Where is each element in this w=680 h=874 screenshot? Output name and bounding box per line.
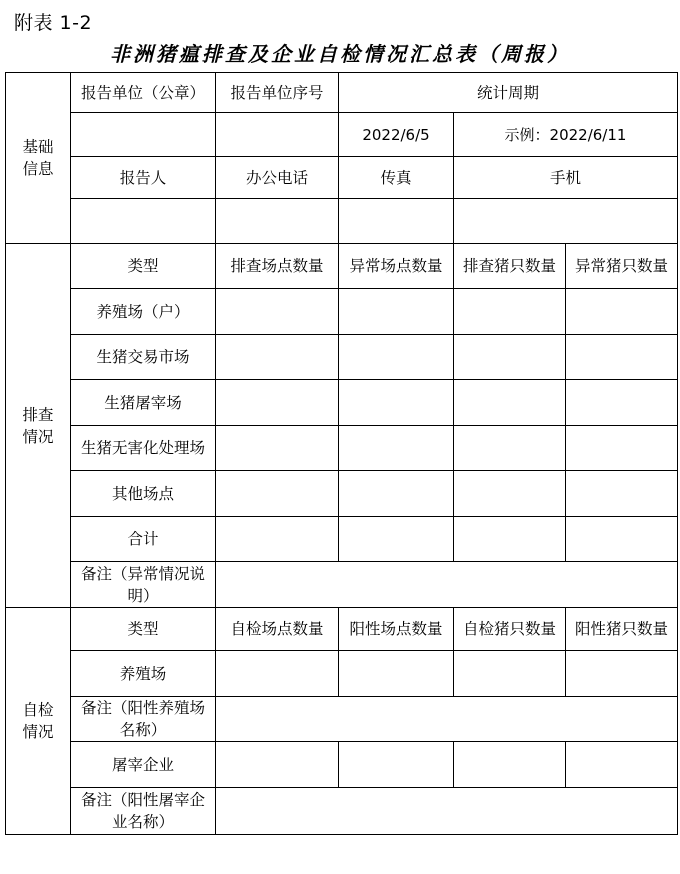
table-cell[interactable]: [339, 426, 454, 471]
table-cell[interactable]: [216, 289, 339, 335]
header-pigs-checked: 排查猪只数量: [454, 244, 566, 289]
selfcheck-farm-remark-row: [6, 697, 678, 742]
appendix-label: 附表 1-2: [14, 12, 93, 34]
table-cell[interactable]: [216, 651, 339, 697]
header-reporter: 报告人: [71, 157, 216, 199]
table-cell[interactable]: [454, 517, 566, 562]
table-cell[interactable]: [566, 742, 678, 788]
table-cell[interactable]: [339, 380, 454, 426]
screening-row-market: [6, 335, 678, 380]
header-sites-tested: 自检场点数量: [216, 608, 339, 651]
selfcheck-row-slaughter: [6, 742, 678, 788]
cell-unit-number[interactable]: [216, 113, 339, 157]
remark-cell[interactable]: [216, 788, 678, 835]
table-cell[interactable]: [566, 335, 678, 380]
table-cell[interactable]: [566, 289, 678, 335]
header-positive-pigs: 阳性猪只数量: [566, 608, 678, 651]
table-cell[interactable]: [339, 289, 454, 335]
cell-mobile[interactable]: [454, 199, 678, 244]
cell-office-phone[interactable]: [216, 199, 339, 244]
header-abnormal-pigs: 异常猪只数量: [566, 244, 678, 289]
table-cell[interactable]: [339, 517, 454, 562]
row-label: 合计: [71, 517, 216, 562]
remark-cell[interactable]: [216, 697, 678, 742]
contact-value-row: [6, 199, 678, 244]
table-cell[interactable]: [454, 471, 566, 517]
screening-row-farm: [6, 289, 678, 335]
header-unit-number: 报告单位序号: [216, 73, 339, 113]
header-office-phone: 办公电话: [216, 157, 339, 199]
header-mobile: 手机: [454, 157, 678, 199]
screening-row-total: [6, 517, 678, 562]
table-cell[interactable]: [566, 651, 678, 697]
table-cell[interactable]: [454, 335, 566, 380]
table-cell[interactable]: [339, 742, 454, 788]
table-cell[interactable]: [216, 517, 339, 562]
row-label: 生猪交易市场: [71, 335, 216, 380]
section-label-screening: 排查 情况: [6, 244, 71, 608]
table-cell[interactable]: [216, 742, 339, 788]
contact-header-row: [6, 157, 678, 199]
selfcheck-header-row: [6, 608, 678, 651]
table-cell[interactable]: [216, 471, 339, 517]
remark-cell[interactable]: [216, 562, 678, 608]
screening-remark-row: [6, 562, 678, 608]
cell-period-example[interactable]: 示例：2022/6/11: [454, 113, 678, 157]
page-title: 非洲猪瘟排查及企业自检情况汇总表（周报）: [110, 42, 570, 66]
table-cell[interactable]: [454, 651, 566, 697]
row-label: 备注（阳性养殖场名称）: [71, 697, 216, 742]
section-label-selfcheck: 自检 情况: [6, 608, 71, 835]
report-form-table: [5, 72, 678, 835]
header-positive-sites: 阳性场点数量: [339, 608, 454, 651]
header-report-unit: 报告单位（公章）: [71, 73, 216, 113]
row-label: 生猪屠宰场: [71, 380, 216, 426]
table-cell[interactable]: [566, 471, 678, 517]
table-cell[interactable]: [216, 335, 339, 380]
table-cell[interactable]: [454, 742, 566, 788]
row-label: 屠宰企业: [71, 742, 216, 788]
selfcheck-slaughter-remark-row: [6, 788, 678, 835]
selfcheck-row-farm: [6, 651, 678, 697]
table-cell[interactable]: [454, 426, 566, 471]
row-label: 备注（异常情况说明）: [71, 562, 216, 608]
row-label: 备注（阳性屠宰企业名称）: [71, 788, 216, 835]
row-label: 其他场点: [71, 471, 216, 517]
header-pigs-tested: 自检猪只数量: [454, 608, 566, 651]
cell-reporter[interactable]: [71, 199, 216, 244]
screening-row-other: [6, 471, 678, 517]
table-cell[interactable]: [339, 651, 454, 697]
table-cell[interactable]: [454, 289, 566, 335]
basic-value-row: [6, 113, 678, 157]
table-cell[interactable]: [339, 335, 454, 380]
header-sites-checked: 排查场点数量: [216, 244, 339, 289]
basic-header-row: [6, 73, 678, 113]
header-screening-type: 类型: [71, 244, 216, 289]
table-cell[interactable]: [566, 426, 678, 471]
row-label: 养殖场: [71, 651, 216, 697]
table-cell[interactable]: [216, 426, 339, 471]
screening-header-row: [6, 244, 678, 289]
table-cell[interactable]: [566, 517, 678, 562]
table-cell[interactable]: [216, 380, 339, 426]
row-label: 养殖场（户）: [71, 289, 216, 335]
header-abnormal-sites: 异常场点数量: [339, 244, 454, 289]
section-label-basic: 基础 信息: [6, 73, 71, 244]
cell-report-unit[interactable]: [71, 113, 216, 157]
cell-period-start[interactable]: 2022/6/5: [339, 113, 454, 157]
row-label: 生猪无害化处理场: [71, 426, 216, 471]
header-selfcheck-type: 类型: [71, 608, 216, 651]
header-fax: 传真: [339, 157, 454, 199]
table-cell[interactable]: [454, 380, 566, 426]
table-cell[interactable]: [566, 380, 678, 426]
cell-fax[interactable]: [339, 199, 454, 244]
table-cell[interactable]: [339, 471, 454, 517]
header-period: 统计周期: [339, 73, 678, 113]
screening-row-slaughterhouse: [6, 380, 678, 426]
screening-row-disposal: [6, 426, 678, 471]
